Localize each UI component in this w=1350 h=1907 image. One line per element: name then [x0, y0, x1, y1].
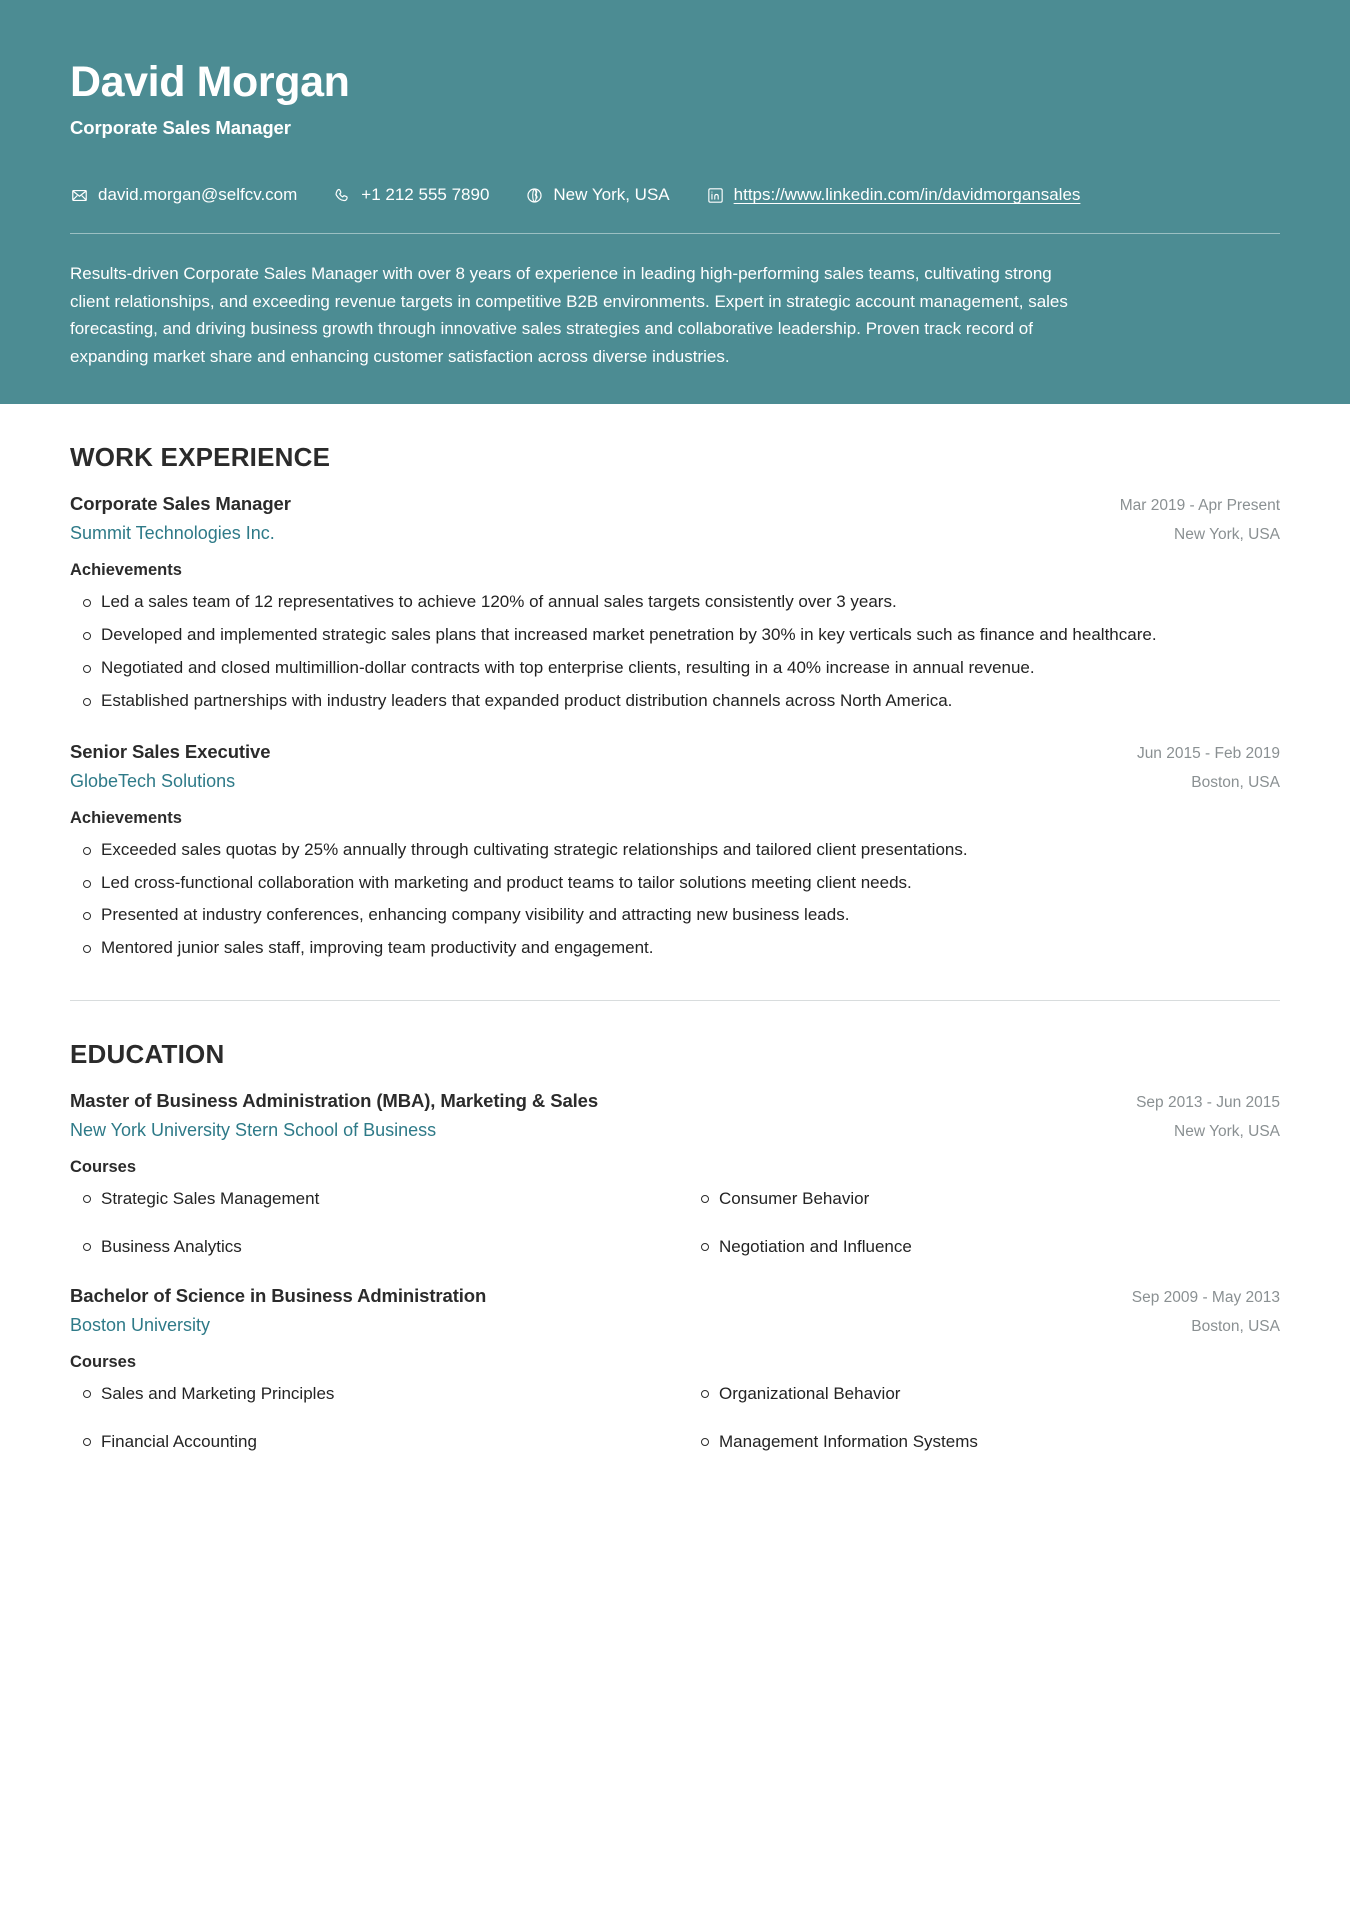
entry-location: Boston, USA [1191, 1318, 1280, 1336]
professional-summary: Results-driven Corporate Sales Manager with over 8 years of experience in leading high-performing sales teams, cultivating strong client relationships, and exceeding revenue targets in competitive B2B environments. Expert in strategic account management, sales forecasting, and driving business growth through innovative sales strategies and collaborative leadership. Proven track record of expanding market share and enhancing customer satisfaction across diverse industries. [70, 264, 1068, 366]
linkedin-icon [706, 186, 725, 205]
entry-date-range: Sep 2013 - Jun 2015 [1136, 1094, 1280, 1112]
entry [70, 741, 1280, 962]
education-entry-list [70, 1090, 1280, 1454]
entry-location: New York, USA [1174, 526, 1280, 544]
section-title-work-experience: WORK EXPERIENCE [70, 442, 331, 473]
achievement-list [70, 837, 1280, 962]
section-title-education: EDUCATION [70, 1039, 225, 1070]
contact-item-globe [525, 185, 669, 205]
education-section [70, 1039, 1280, 1454]
list-item: Negotiated and closed multimillion-dollar contracts with top enterprise clients, resulting in a 40% increase in annual revenue. [70, 655, 1280, 682]
list-item: Presented at industry conferences, enhancing company visibility and attracting new business leads. [70, 902, 1280, 929]
list-item: Consumer Behavior [688, 1186, 1280, 1212]
list-item: Established partnerships with industry leaders that expanded product distribution channels across North America. [70, 688, 1280, 715]
course-list [70, 1186, 1280, 1259]
list-item: Led a sales team of 12 representatives to achieve 120% of annual sales targets consistently over 3 years. [70, 589, 1280, 616]
entry-organization: Boston University [70, 1315, 211, 1336]
entry-header [70, 1090, 1280, 1141]
entry-meta [1137, 745, 1280, 792]
contact-item-label: New York, USA [553, 185, 670, 205]
list-item: Management Information Systems [688, 1429, 1280, 1455]
list-item: Mentored junior sales staff, improving team productivity and engagement. [70, 935, 1280, 962]
entry [70, 1285, 1280, 1454]
entry-primary [70, 741, 1113, 792]
achievement-list [70, 589, 1280, 714]
contact-item-label: +1 212 555 7890 [361, 185, 490, 205]
work-experience-section [70, 442, 1280, 962]
entry-sub-label: Achievements [70, 808, 182, 827]
list-item: Organizational Behavior [688, 1381, 1280, 1407]
header-job-title: Corporate Sales Manager [70, 117, 291, 139]
list-item: Exceeded sales quotas by 25% annually through cultivating strategic relationships and tailored client presentations. [70, 837, 1280, 864]
page-title: David Morgan [70, 58, 350, 106]
list-item: Strategic Sales Management [70, 1186, 662, 1212]
header-divider [70, 233, 1280, 234]
entry-organization: New York University Stern School of Business [70, 1120, 437, 1141]
entry-sub-label: Courses [70, 1158, 137, 1177]
course-list [70, 1381, 1280, 1454]
envelope-icon [70, 186, 89, 205]
contact-row [70, 185, 1280, 205]
entry-primary [70, 1090, 1112, 1141]
entry-meta [1132, 1289, 1280, 1336]
phone-icon [333, 186, 352, 205]
entry-sub-label: Achievements [70, 561, 182, 580]
list-item: Financial Accounting [70, 1429, 662, 1455]
entry-date-range: Jun 2015 - Feb 2019 [1136, 744, 1280, 762]
entry-title: Master of Business Administration (MBA), Marketing & Sales [70, 1090, 599, 1112]
entry-primary [70, 1285, 1108, 1336]
contact-item-phone [333, 185, 489, 205]
entry-header [70, 493, 1280, 544]
contact-item-label: david.morgan@selfcv.com [98, 185, 298, 205]
section-divider [70, 1000, 1280, 1001]
entry-primary [70, 493, 1096, 544]
entry-title: Senior Sales Executive [70, 740, 271, 762]
entry-date-range: Sep 2009 - May 2013 [1131, 1289, 1280, 1307]
list-item: Led cross-functional collaboration with marketing and product teams to tailor solutions meeting client needs. [70, 870, 1280, 897]
entry-title: Bachelor of Science in Business Administration [70, 1285, 487, 1307]
list-item: Sales and Marketing Principles [70, 1381, 662, 1407]
contact-item-envelope [70, 185, 297, 205]
entry-title: Corporate Sales Manager [70, 493, 291, 515]
contact-item-linkedin[interactable] [706, 185, 1081, 205]
entry-meta [1136, 1094, 1280, 1141]
work-entry-list [70, 493, 1280, 962]
globe-icon [525, 186, 544, 205]
entry [70, 1090, 1280, 1259]
entry-sub-label: Courses [70, 1353, 137, 1372]
entry-header [70, 1285, 1280, 1336]
entry-header [70, 741, 1280, 792]
entry-organization: Summit Technologies Inc. [70, 523, 275, 544]
entry-organization: GlobeTech Solutions [70, 770, 236, 791]
entry-date-range: Mar 2019 - Apr Present [1119, 497, 1280, 515]
resume-body [0, 442, 1350, 1514]
entry-meta [1120, 497, 1280, 544]
list-item: Developed and implemented strategic sales plans that increased market penetration by 30% in key verticals such as finance and healthcare. [70, 622, 1280, 649]
list-item: Business Analytics [70, 1234, 662, 1260]
entry [70, 493, 1280, 714]
resume-header [0, 0, 1350, 404]
list-item: Negotiation and Influence [688, 1234, 1280, 1260]
contact-item-label[interactable]: https://www.linkedin.com/in/davidmorgansales [733, 185, 1081, 205]
entry-location: New York, USA [1174, 1123, 1280, 1141]
entry-location: Boston, USA [1191, 773, 1280, 791]
